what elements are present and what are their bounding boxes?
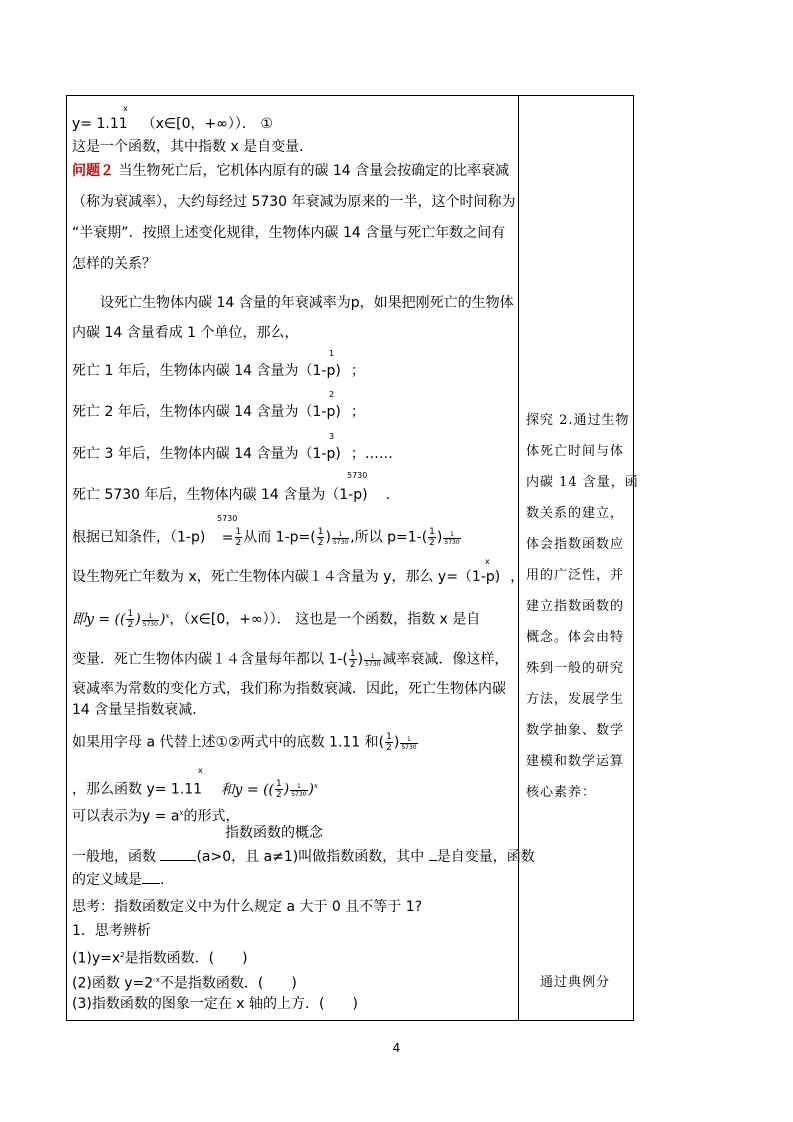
text-line: （称为衰减率），大约每经过 5730 年衰减为原来的一半，这个时间称为 [72,194,516,210]
death-year-2: 死亡 2 年后，生物体内碳 14 含量为（1-p) 2 ； [72,390,365,420]
text-line: 怎样的关系？ [72,256,156,272]
side-note-line: 核心素养： [526,785,597,800]
exercise-title: 1．思考辨析 [72,923,151,939]
text-line: 设死亡生物体内碳 14 含量的年衰减率为p，如果把刚死亡的生物体 [100,295,514,311]
blank-variable[interactable] [429,860,437,861]
question-label: 问题２ [72,163,114,179]
text-line: 内碳 14 含量看成 1 个单位，那么， [72,325,299,341]
death-year-3: 死亡 3 年后，生物体内碳 14 含量为（1-p) 3 ；…… [72,432,393,462]
setup-line: 设生物死亡年数为 x，死亡生物体内碳１４含量为 y，那么 y=（1-p) x ， [72,557,525,585]
side-note-line: 数学抽象、数学 [526,723,625,738]
fraction: $\frac{1}{2}$ [235,527,242,548]
text-line: 这是一个函数，其中指数 x 是自变量． [72,139,314,155]
replace-line: 如果用字母 a 代替上述①②两式中的底数 1.11 和( $\frac{1}{2}$ ) $\frac{1}{5730}$ [72,732,417,753]
death-year-1: 死亡 1 年后，生物体内碳 14 含量为（1-p) 1 ； [72,349,365,379]
definition-domain: 的定义域是 . [72,872,165,888]
side-note-line: 概念。体会由特 [526,630,625,645]
side-note-line: 内碳 14 含量，函 [526,475,639,490]
text-line: 变量．死亡生物体内碳１４含量每年都以 1-( $\frac{1}{2}$ ) $\frac{1}{5730}$ 减率衰减．像这样， [72,649,509,670]
death-year-5730: 死亡 5730 年后，生物体内碳 14 含量为（1-p) 5730 ． [72,471,400,503]
known-condition: 根据已知条件，（1-p) 5730 = $\frac{1}{2}$ 从而 1-p=( $\frac{1}{2}$ ) $\frac{1}{5730}$ ,所以 p=1-( $\frac{1}{2}$ ) $\frac{1}{5730}$ [72,514,460,548]
text-line: 14 含量呈指数衰减． [72,702,207,718]
formula-1: y= 1.11 x （x∈[0，+∞））． ① [72,104,273,132]
section-heading: 指数函数的概念 [225,825,323,841]
page-number: 4 [392,1041,401,1055]
side-note-line: 体会指数函数应 [526,537,625,552]
side-note-line: 殊到一般的研究 [526,661,625,676]
column-divider [518,95,519,1021]
blank-domain[interactable] [142,883,160,884]
side-note-line: 方法，发展学生 [526,692,625,707]
exercise-item: (3)指数函数的图象一定在 x 轴的上方．( ) [72,996,358,1012]
side-note-line: 数关系的建立， [526,506,625,521]
formula-general: ，那么函数 y= 1.11 x 和y = (( $\frac{1}{2}$ ) $\frac{1}{5730}$ )$^x$ [72,766,318,801]
side-note-line: 通过典例分 [540,975,611,990]
think-question: 思考：指数函数定义中为什么规定 a 大于 0 且不等于 1? [72,899,423,915]
question-2: 问题２ 当生物死亡后，它机体内原有的碳 14 含量会按确定的比率衰减 [72,163,510,179]
side-note-line: 探究 2.通过生物 [526,413,630,428]
blank-function[interactable] [160,860,196,861]
side-note-line: 用的广泛性，并 [526,568,625,583]
text-line: 可以表示为$y = a^x$的形式， [72,808,240,825]
side-note-line: 建模和数学运算 [526,754,625,769]
formula-2: 即y = (( $\frac{1}{2}$ ) $\frac{1}{5730}$ )$^x$，（x∈[0，+∞））． 这也是一个函数，指数 x 是自 [72,609,481,631]
text-line: “半衰期”．按照上述变化规律，生物体内碳 14 含量与死亡年数之间有 [72,225,506,241]
exercise-item: (2)函数 $y=2^{-x}$不是指数函数．( ) [72,975,297,992]
text-line: 衰减率为常数的变化方式，我们称为指数衰减．因此，死亡生物体内碳 [72,681,506,697]
exercise-item: $(1)y=x^2$是指数函数．( ) [72,950,248,967]
side-note-line: 体死亡时间与体 [526,444,625,459]
definition: 一般地，函数 (a>0，且 a≠1)叫做指数函数，其中 是自变量，函数 [72,849,535,865]
side-note-line: 建立指数函数的 [526,599,625,614]
